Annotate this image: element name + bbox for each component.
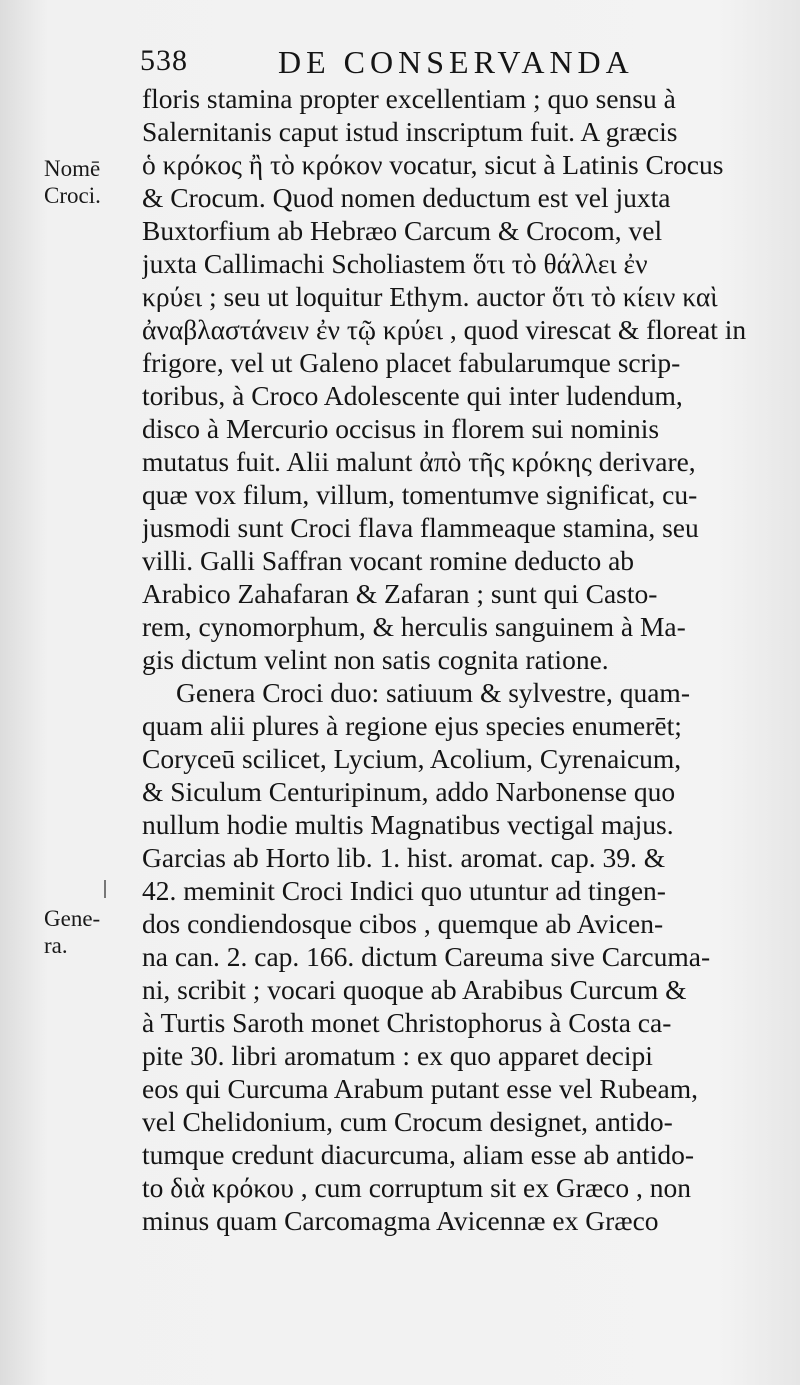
- margin-note-genera: [44, 905, 100, 959]
- text-line: na can. 2. cap. 166. dictum Careuma sive Carcuma-: [142, 941, 711, 972]
- text-line: quam alii plures à regione ejus species enumerēt;: [142, 710, 682, 741]
- text-line: & Siculum Centuripinum, addo Narbonense quo: [142, 776, 676, 807]
- text-line: gis dictum velint non satis cognita ratione.: [142, 644, 609, 675]
- text-line: vel Chelidonium, cum Crocum designet, antido-: [142, 1106, 673, 1137]
- text-line: κρύει ; seu ut loquitur Ethym. auctor ὅτι τὸ κίειν καὶ: [142, 281, 718, 312]
- text-line: Buxtorfium ab Hebræo Carcum & Crocom, vel: [142, 215, 663, 246]
- text-line: Garcias ab Horto lib. 1. hist. aromat. cap. 39. &: [142, 842, 666, 873]
- text-line: frigore, vel ut Galeno placet fabularumque scrip-: [142, 347, 681, 378]
- text-line: ni, scribit ; vocari quoque ab Arabibus Curcum &: [142, 974, 687, 1005]
- text-line: minus quam Carcomagma Avicennæ ex Græco: [142, 1205, 659, 1236]
- text-line: à Turtis Saroth monet Christophorus à Costa ca-: [142, 1007, 672, 1038]
- text-line: ἀναβλαστάνειν ἐν τῷ κρύει , quod virescat & floreat in: [142, 314, 747, 345]
- text-line: Salernitanis caput istud inscriptum fuit. A græcis: [142, 116, 678, 147]
- text-line: floris stamina propter excellentiam ; quo sensu à: [142, 83, 676, 114]
- text-line: mutatus fuit. Alii malunt ἀπὸ τῆς κρόκης derivare,: [142, 446, 696, 477]
- page-number: 538: [140, 44, 188, 77]
- margin-note-nome-croci: [44, 155, 101, 209]
- margin-note-line: Croci.: [44, 183, 101, 208]
- text-line: disco à Mercurio occisus in florem sui nominis: [142, 413, 660, 444]
- running-head: DE CONSERVANDA: [278, 44, 634, 80]
- margin-note-line: ra.: [44, 933, 68, 958]
- body-text: [142, 82, 767, 1237]
- text-line: to διὰ κρόκου , cum corruptum sit ex Græco , non: [142, 1172, 692, 1203]
- text-line: toribus, à Croco Adolescente qui inter ludendum,: [142, 380, 683, 411]
- text-line: ὁ κρόκος ἢ τὸ κρόκον vocatur, sicut à Latinis Crocus: [142, 149, 724, 180]
- text-line: Genera Croci duo: satiuum & sylvestre, quam-: [176, 677, 690, 708]
- text-line: eos qui Curcuma Arabum putant esse vel Rubeam,: [142, 1073, 698, 1104]
- text-line: Coryceū scilicet, Lycium, Acolium, Cyrenaicum,: [142, 743, 682, 774]
- text-line: juxta Callimachi Scholiastem ὅτι τὸ θάλλει ἐν: [142, 248, 648, 279]
- text-line: quæ vox filum, villum, tomentumve significat, cu-: [142, 479, 698, 510]
- margin-note-line: Gene-: [44, 906, 101, 931]
- text-line: rem, cynomorphum, & herculis sanguinem à Ma-: [142, 611, 686, 642]
- text-line: villi. Galli Saffran vocant romine deducto ab: [142, 545, 635, 576]
- text-line: 42. meminit Croci Indici quo utuntur ad tingen-: [142, 875, 666, 906]
- text-line: pite 30. libri aromatum : ex quo apparet decipi: [142, 1040, 653, 1071]
- text-line: nullum hodie multis Magnatibus vectigal majus.: [142, 809, 674, 840]
- text-line: dos condiendosque cibos , quemque ab Avicen-: [142, 908, 664, 939]
- text-line: & Crocum. Quod nomen deductum est vel juxta: [142, 182, 671, 213]
- margin-tick-mark: [104, 880, 106, 898]
- text-line: Arabico Zahafaran & Zafaran ; sunt qui Casto-: [142, 578, 658, 609]
- text-line: tumque credunt diacurcuma, aliam esse ab antido-: [142, 1139, 695, 1170]
- text-line: jusmodi sunt Croci flava flammeaque stamina, seu: [142, 512, 699, 543]
- margin-note-line: Nomē: [44, 156, 101, 181]
